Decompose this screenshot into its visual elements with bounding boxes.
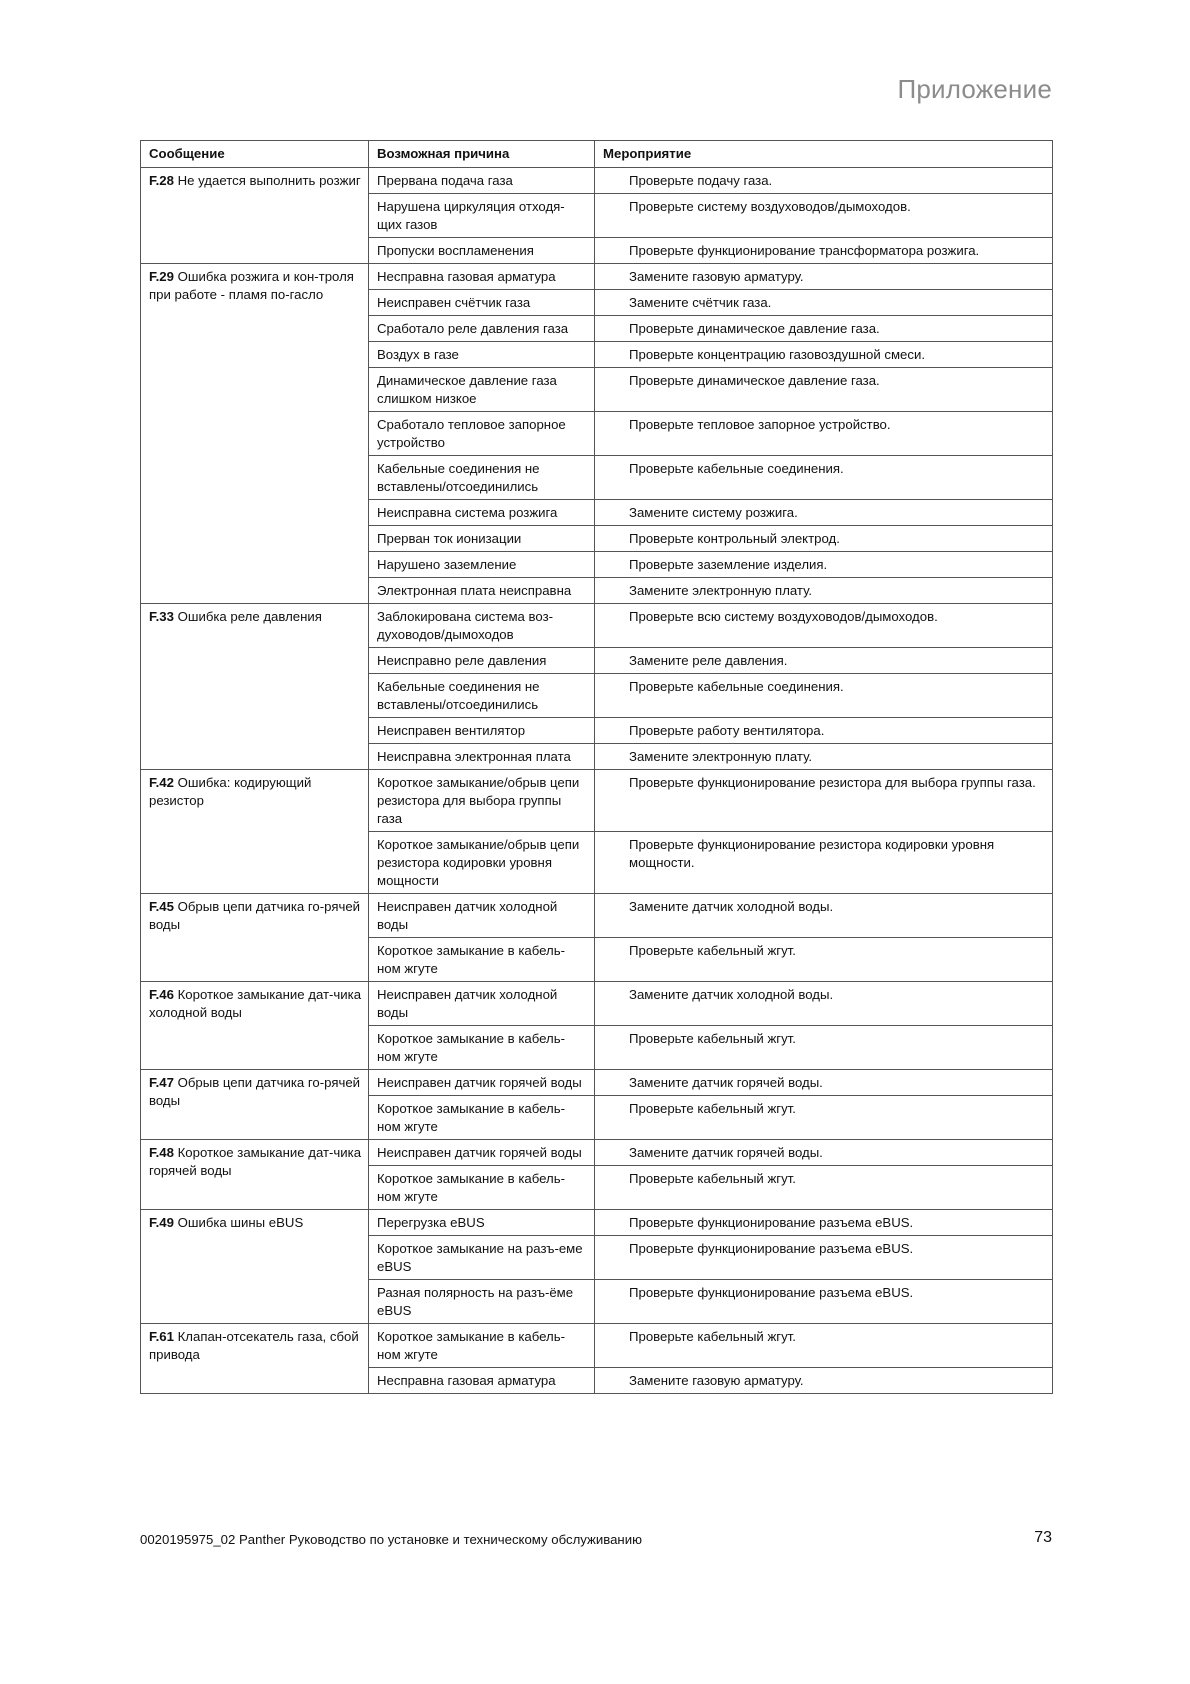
table-row bbox=[141, 982, 1053, 1026]
cause-cell: Короткое замыкание в кабель-ном жгуте bbox=[369, 938, 595, 982]
cause-cell: Неисправно реле давления bbox=[369, 648, 595, 674]
error-code-table bbox=[140, 140, 1053, 1394]
action-cell: Замените газовую арматуру. bbox=[595, 264, 1053, 290]
action-cell: Замените датчик горячей воды. bbox=[595, 1070, 1053, 1096]
action-cell: Проверьте функционирование разъема eBUS. bbox=[595, 1280, 1053, 1324]
table-header-row bbox=[141, 141, 1053, 168]
message-cell bbox=[141, 1140, 369, 1210]
cause-cell: Пропуски воспламенения bbox=[369, 238, 595, 264]
footer-document-info: 0020195975_02 Panther Руководство по установке и техническому обслуживанию bbox=[140, 1532, 642, 1547]
cause-cell: Динамическое давление газа слишком низкое bbox=[369, 368, 595, 412]
message-cell bbox=[141, 168, 369, 264]
action-cell: Проверьте кабельный жгут. bbox=[595, 1026, 1053, 1070]
action-cell: Проверьте всю систему воздуховодов/дымоходов. bbox=[595, 604, 1053, 648]
action-cell: Замените электронную плату. bbox=[595, 744, 1053, 770]
error-code: F.47 bbox=[149, 1075, 174, 1090]
message-cell bbox=[141, 1210, 369, 1324]
error-code: F.29 bbox=[149, 269, 174, 284]
table-row bbox=[141, 1210, 1053, 1236]
table-body bbox=[141, 168, 1053, 1394]
action-cell: Проверьте функционирование разъема eBUS. bbox=[595, 1236, 1053, 1280]
cause-cell: Короткое замыкание в кабель-ном жгуте bbox=[369, 1166, 595, 1210]
error-code: F.42 bbox=[149, 775, 174, 790]
error-code: F.45 bbox=[149, 899, 174, 914]
message-cell bbox=[141, 604, 369, 770]
action-cell: Проверьте систему воздуховодов/дымоходов. bbox=[595, 194, 1053, 238]
cause-cell: Неисправен датчик горячей воды bbox=[369, 1070, 595, 1096]
action-cell: Замените датчик горячей воды. bbox=[595, 1140, 1053, 1166]
action-cell: Проверьте кабельный жгут. bbox=[595, 1166, 1053, 1210]
action-cell: Замените реле давления. bbox=[595, 648, 1053, 674]
cause-cell: Короткое замыкание в кабель-ном жгуте bbox=[369, 1324, 595, 1368]
action-cell: Проверьте заземление изделия. bbox=[595, 552, 1053, 578]
cause-cell: Кабельные соединения не вставлены/отсоединились bbox=[369, 456, 595, 500]
cause-cell: Короткое замыкание/обрыв цепи резистора для выбора группы газа bbox=[369, 770, 595, 832]
action-cell: Замените газовую арматуру. bbox=[595, 1368, 1053, 1394]
error-code: F.28 bbox=[149, 173, 174, 188]
cause-cell: Перегрузка eBUS bbox=[369, 1210, 595, 1236]
error-description: Клапан-отсекатель газа, сбой привода bbox=[149, 1329, 359, 1362]
cause-cell: Сработало реле давления газа bbox=[369, 316, 595, 342]
table-row bbox=[141, 770, 1053, 832]
error-description: Обрыв цепи датчика го-рячей воды bbox=[149, 1075, 361, 1108]
message-cell bbox=[141, 894, 369, 982]
error-description: Обрыв цепи датчика го-рячей воды bbox=[149, 899, 361, 932]
cause-cell: Кабельные соединения не вставлены/отсоединились bbox=[369, 674, 595, 718]
action-cell: Проверьте кабельный жгут. bbox=[595, 1096, 1053, 1140]
error-description: Короткое замыкание дат-чика горячей воды bbox=[149, 1145, 362, 1178]
action-cell: Замените систему розжига. bbox=[595, 500, 1053, 526]
cause-cell: Прервана подача газа bbox=[369, 168, 595, 194]
action-cell: Проверьте кабельный жгут. bbox=[595, 938, 1053, 982]
page-title: Приложение bbox=[897, 74, 1052, 104]
message-cell bbox=[141, 770, 369, 894]
action-cell: Замените датчик холодной воды. bbox=[595, 982, 1053, 1026]
cause-cell: Короткое замыкание в кабель-ном жгуте bbox=[369, 1026, 595, 1070]
error-description: Ошибка: кодирующий резистор bbox=[149, 775, 312, 808]
action-cell: Проверьте работу вентилятора. bbox=[595, 718, 1053, 744]
cause-cell: Неисправен датчик горячей воды bbox=[369, 1140, 595, 1166]
error-description: Не удается выполнить розжиг bbox=[177, 173, 361, 188]
table-row bbox=[141, 1324, 1053, 1368]
cause-cell: Короткое замыкание в кабель-ном жгуте bbox=[369, 1096, 595, 1140]
cause-cell: Неисправна электронная плата bbox=[369, 744, 595, 770]
cause-cell: Несправна газовая арматура bbox=[369, 264, 595, 290]
cause-cell: Разная полярность на разъ-ёме eBUS bbox=[369, 1280, 595, 1324]
action-cell: Проверьте контрольный электрод. bbox=[595, 526, 1053, 552]
table-row bbox=[141, 168, 1053, 194]
error-code: F.48 bbox=[149, 1145, 174, 1160]
cause-cell: Нарушена циркуляция отходя-щих газов bbox=[369, 194, 595, 238]
message-cell bbox=[141, 1070, 369, 1140]
cause-cell: Короткое замыкание/обрыв цепи резистора кодировки уровня мощности bbox=[369, 832, 595, 894]
message-cell bbox=[141, 1324, 369, 1394]
action-cell: Замените электронную плату. bbox=[595, 578, 1053, 604]
cause-cell: Прерван ток ионизации bbox=[369, 526, 595, 552]
page-number: 73 bbox=[1034, 1529, 1052, 1546]
table-row bbox=[141, 1070, 1053, 1096]
cause-cell: Электронная плата неисправна bbox=[369, 578, 595, 604]
table-row bbox=[141, 604, 1053, 648]
action-cell: Проверьте кабельный жгут. bbox=[595, 1324, 1053, 1368]
message-cell bbox=[141, 982, 369, 1070]
error-code: F.46 bbox=[149, 987, 174, 1002]
cause-cell: Неисправна система розжига bbox=[369, 500, 595, 526]
cause-cell: Нарушено заземление bbox=[369, 552, 595, 578]
error-description: Ошибка шины eBUS bbox=[177, 1215, 304, 1230]
column-header-message: Сообщение bbox=[141, 141, 369, 168]
action-cell: Проверьте подачу газа. bbox=[595, 168, 1053, 194]
error-description: Ошибка реле давления bbox=[177, 609, 322, 624]
cause-cell: Неисправен счётчик газа bbox=[369, 290, 595, 316]
message-cell bbox=[141, 264, 369, 604]
action-cell: Проверьте функционирование резистора для выбора группы газа. bbox=[595, 770, 1053, 832]
action-cell: Проверьте тепловое запорное устройство. bbox=[595, 412, 1053, 456]
action-cell: Проверьте функционирование трансформатора розжига. bbox=[595, 238, 1053, 264]
error-description: Короткое замыкание дат-чика холодной воды bbox=[149, 987, 362, 1020]
action-cell: Замените датчик холодной воды. bbox=[595, 894, 1053, 938]
action-cell: Проверьте функционирование разъема eBUS. bbox=[595, 1210, 1053, 1236]
cause-cell: Неисправен датчик холодной воды bbox=[369, 982, 595, 1026]
action-cell: Проверьте концентрацию газовоздушной смеси. bbox=[595, 342, 1053, 368]
action-cell: Проверьте кабельные соединения. bbox=[595, 674, 1053, 718]
cause-cell: Неисправен датчик холодной воды bbox=[369, 894, 595, 938]
action-cell: Проверьте динамическое давление газа. bbox=[595, 316, 1053, 342]
error-code: F.49 bbox=[149, 1215, 174, 1230]
error-code: F.61 bbox=[149, 1329, 174, 1344]
table-row bbox=[141, 1140, 1053, 1166]
cause-cell: Короткое замыкание на разъ-еме eBUS bbox=[369, 1236, 595, 1280]
action-cell: Замените счётчик газа. bbox=[595, 290, 1053, 316]
error-description: Ошибка розжига и кон-троля при работе - пламя по-гасло bbox=[149, 269, 354, 302]
table-row bbox=[141, 264, 1053, 290]
cause-cell: Неисправен вентилятор bbox=[369, 718, 595, 744]
cause-cell: Несправна газовая арматура bbox=[369, 1368, 595, 1394]
action-cell: Проверьте функционирование резистора кодировки уровня мощности. bbox=[595, 832, 1053, 894]
cause-cell: Воздух в газе bbox=[369, 342, 595, 368]
column-header-action: Мероприятие bbox=[595, 141, 1053, 168]
column-header-cause: Возможная причина bbox=[369, 141, 595, 168]
cause-cell: Сработало тепловое запорное устройство bbox=[369, 412, 595, 456]
action-cell: Проверьте кабельные соединения. bbox=[595, 456, 1053, 500]
cause-cell: Заблокирована система воз-духоводов/дымоходов bbox=[369, 604, 595, 648]
action-cell: Проверьте динамическое давление газа. bbox=[595, 368, 1053, 412]
table-row bbox=[141, 894, 1053, 938]
error-code: F.33 bbox=[149, 609, 174, 624]
